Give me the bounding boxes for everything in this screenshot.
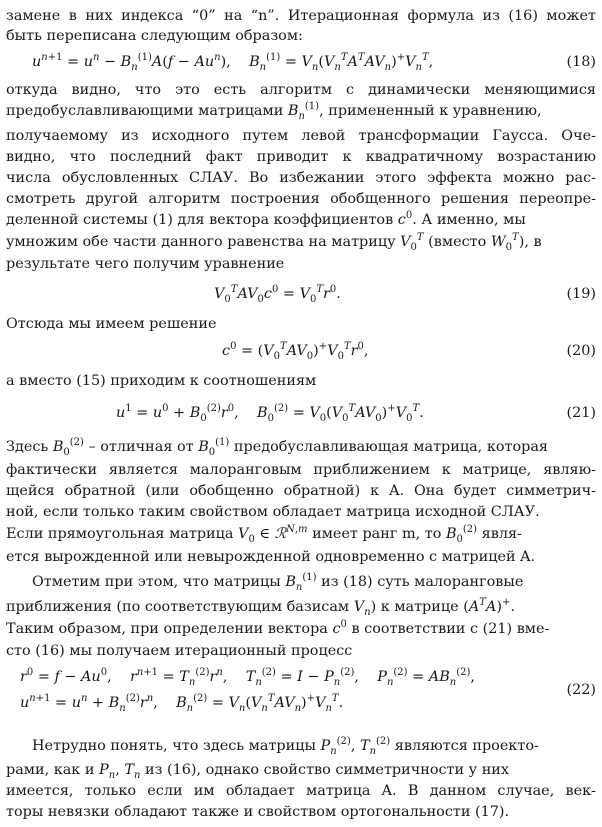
text-line: щейся обратной (или обобщенно обратной) к A. Она будет симметрич-	[6, 483, 596, 499]
text-line: откуда видно, что это есть алгоритм с динамически меняющимися	[6, 82, 596, 98]
equation-number: (20)	[566, 343, 596, 359]
text-line: имеется, только если им обладает матрица A. В данном случае, век-	[6, 783, 596, 799]
text-line: Здесь $B_0^{(2)}$ – отличная от $B_0^{(1)}$ предобуславливающая матрица, которая	[6, 437, 548, 458]
text-line: ется вырожденной или невырожденной одновременно с матрицей A.	[6, 549, 536, 565]
text-line: Таким образом, при определении вектора $c^0$ в соответствии с (21) вме-	[6, 619, 550, 637]
text-line: умножим обе части данного равенства на матрицу $V_0^T$ (вместо $W_0^T$), в	[6, 232, 542, 253]
text-line: смотреть другой алгоритм построения обобщенного решения переопре-	[6, 191, 596, 207]
text-line: Если прямоугольная матрица $V_0$ ∈ ℛ$^{N,m}$ имеет ранг m, то $B_0^{(2)}$ явля-	[6, 524, 522, 545]
text-line: Нетрудно понять, что здесь матрицы $P_n^{(2)}$, $T_n^{(2)}$ являются проекто-	[32, 736, 539, 757]
text-line: Отсюда мы имеем решение	[6, 316, 217, 332]
text-line: фактически является малоранговым приближением к матрице, являю-	[6, 462, 596, 478]
equation-number: (21)	[566, 405, 596, 421]
text-line: ной, если только таким свойством обладает матрица исходной СЛАУ.	[6, 504, 540, 520]
text-line: результате чего получим уравнение	[6, 256, 285, 272]
text-line: предобуславливающими матрицами $B_n^{(1)}$, примененный к уравнению,	[6, 101, 542, 122]
text-line: торы невязки обладают также и свойством ортогональности (17).	[6, 804, 510, 820]
text-line: сто (16) мы получаем итерационный процесс	[6, 643, 353, 659]
equation-number: (22)	[566, 682, 596, 698]
equation-19: $V_0^TAV_0c^0 = V_0^Tr^0$. (19)	[6, 282, 596, 306]
equation-number: (18)	[566, 54, 596, 70]
equation-number: (19)	[566, 286, 596, 302]
text-line: а вместо (15) приходим к соотношениям	[6, 373, 317, 389]
text-line: приближения (по соответствующим базисам $V_n$) к матрице $(A^TA)^+$.	[6, 597, 515, 618]
text-line: замене в них индекса “0” на “n”. Итерационная формула из (16) может	[6, 8, 596, 24]
text-line: получаемому из исходного путем левой трансформации Гаусса. Оче-	[6, 128, 596, 144]
text-line: видно, что последний факт приводит к квадратичному возрастанию	[6, 149, 596, 165]
equation-18: $u^{n+1} = u^n - B_n^{(1)}A(f - Au^n)$, $B_n^{(1)} = V_n(V_n^TA^TAV_n)^+V_n^T$, (18)	[6, 50, 596, 74]
text-line: рами, как и $P_n$, $T_n$ из (16), однако свойство симметричности у них	[6, 762, 510, 781]
equation-20: $c^0 = (V_0^TAV_0)^+V_0^Tr^0$, (20)	[6, 339, 596, 363]
equation-21: $u^1 = u^0 + B_0^{(2)}r^0$, $B_0^{(2)} = V_0(V_0^TAV_0)^+V_0^T$. (21)	[6, 401, 596, 425]
text-line: числа обусловленных СЛАУ. Во избежании этого эффекта можно рас-	[6, 170, 596, 186]
text-line: Отметим при этом, что матрицы $B_n^{(1)}$ из (18) суть малоранговые	[32, 572, 524, 593]
text-line: деленной системы (1) для вектора коэффициентов $c^0$. А именно, мы	[6, 210, 526, 228]
equation-22: $r^0 = f - Au^0$, $r^{n+1} = T_n^{(2)}r^n$, $T_n^{(2)} = I - P_n^{(2)}$, $P_n^{(2)} = AB_n^{(2)}$, $u^{n+1} = u^n + B_n^{(2)}r^n$, $B_n^{(2)} = V_n(V_n^TAV_n)^+V_n^T$. (22)	[20, 667, 596, 714]
text-line: быть переписана следующим образом:	[6, 28, 303, 44]
